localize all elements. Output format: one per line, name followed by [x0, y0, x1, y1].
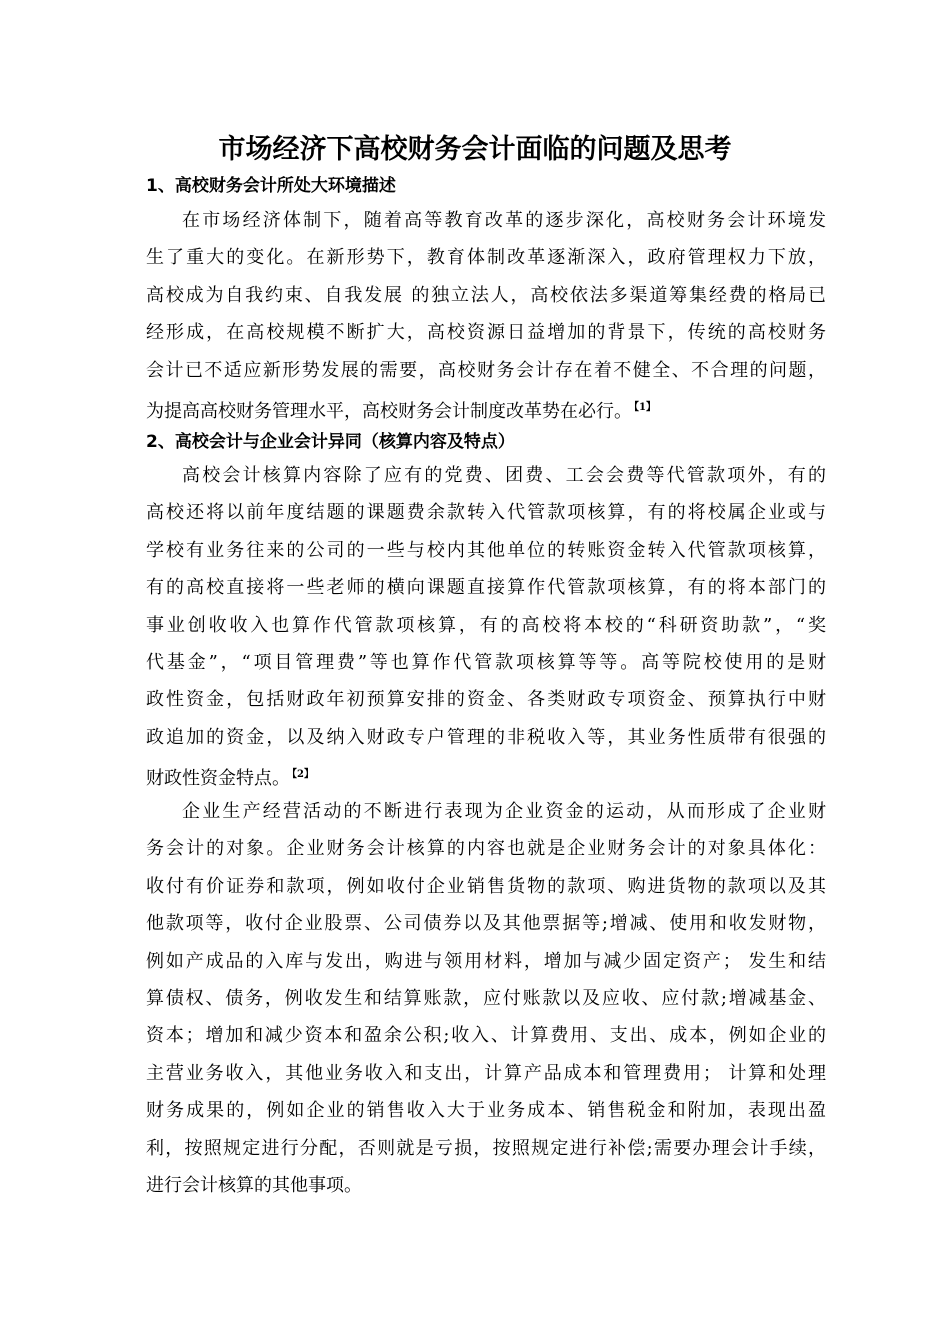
paragraph-line [146, 1023, 826, 1049]
paragraph-line [146, 986, 826, 1012]
section-heading: 1、高校财务会计所处大环境描述 [146, 176, 396, 196]
paragraph-line [146, 1136, 826, 1162]
line-text: 学校有业务往来的公司的一些与校内其他单位的转账资金转入代管款项核算， [146, 540, 826, 561]
line-text: 财务成果的，例如企业的销售收入大于业务成本、销售税金和附加，表现出盈 [146, 1100, 826, 1121]
document-title: 市场经济下高校财务会计面临的问题及思考 [218, 134, 732, 165]
paragraph-line [182, 463, 826, 489]
paragraph-line [146, 320, 826, 346]
line-text: 例如产成品的入库与发出，购进与领用材料，增加与减少固定资产； 发生和结 [146, 951, 826, 972]
paragraph-line [146, 283, 826, 309]
paragraph-line [146, 725, 826, 751]
section-heading: 2、高校会计与企业会计异同（核算内容及特点） [146, 432, 515, 452]
line-text: 政性资金，包括财政年初预算安排的资金、各类财政专项资金、预算执行中财 [146, 689, 826, 710]
paragraph-line [146, 949, 826, 975]
paragraph-line [146, 650, 826, 676]
paragraph-line [146, 911, 826, 937]
line-text: 企业生产经营活动的不断进行表现为企业资金的运动，从而形成了企业财 [182, 801, 826, 822]
paragraph-line [146, 836, 826, 862]
line-text: 事业创收收入也算作代管款项核算，有的高校将本校的“科研资助款”，“奖 [146, 615, 826, 636]
paragraph-line [182, 799, 826, 825]
paragraph-line [146, 1098, 826, 1124]
paragraph-line [146, 762, 826, 792]
line-text: 政追加的资金，以及纳入财政专户管理的非税收入等，其业务性质带有很强的 [146, 727, 826, 748]
paragraph-line [146, 245, 826, 271]
line-text: 主营业务收入，其他业务收入和支出，计算产品成本和管理费用； 计算和处理 [146, 1063, 826, 1084]
line-text: 生了重大的变化。在新形势下，教育体制改革逐渐深入，政府管理权力下放， [146, 247, 826, 268]
line-text: 经形成，在高校规模不断扩大，高校资源日益增加的背景下，传统的高校财务 [146, 322, 826, 343]
paragraph-line [182, 208, 826, 234]
paragraph-line [146, 687, 826, 713]
line-text: 算债权、债务，例收发生和结算账款，应付账款以及应收、应付款;增减基金、 [146, 988, 826, 1009]
paragraph-line [146, 1173, 826, 1199]
paragraph-line [146, 874, 826, 900]
line-text: 收付有价证券和款项，例如收付企业销售货物的款项、购进货物的款项以及其 [146, 876, 826, 897]
paragraph-line [146, 395, 826, 425]
line-text: 会计已不适应新形势发展的需要，高校财务会计存在着不健全、不合理的问题， [146, 360, 826, 381]
line-text: 进行会计核算的其他事项。 [146, 1175, 362, 1196]
line-text: 资本；增加和减少资本和盈余公积;收入、计算费用、支出、成本，例如企业的 [146, 1025, 826, 1046]
line-text: 高校还将以前年度结题的课题费余款转入代管款项核算，有的将校属企业或与 [146, 502, 826, 523]
paragraph-line [146, 1061, 826, 1087]
citation-ref: 【1】 [634, 402, 656, 413]
paragraph-line [146, 500, 826, 526]
citation-ref: 【2】 [292, 769, 314, 780]
line-text: 为提高高校财务管理水平，高校财务会计制度改革势在必行。 [146, 401, 632, 422]
line-text: 务会计的对象。企业财务会计核算的内容也就是企业财务会计的对象具体化： [146, 838, 826, 859]
line-text: 有的高校直接将一些老师的横向课题直接算作代管款项核算，有的将本部门的 [146, 577, 826, 598]
line-text: 他款项等，收付企业股票、公司债券以及其他票据等;增减、使用和收发财物， [146, 913, 826, 934]
paragraph-line [146, 538, 826, 564]
line-text: 利，按照规定进行分配，否则就是亏损，按照规定进行补偿;需要办理会计手续， [146, 1138, 826, 1159]
paragraph-line [146, 613, 826, 639]
line-text: 在市场经济体制下，随着高等教育改革的逐步深化，高校财务会计环境发 [182, 210, 826, 231]
paragraph-line [146, 575, 826, 601]
line-text: 高校会计核算内容除了应有的党费、团费、工会会费等代管款项外，有的 [182, 465, 826, 486]
line-text: 高校成为自我约束、自我发展 的独立法人，高校依法多渠道筹集经费的格局已 [146, 285, 826, 306]
line-text: 代基金”，“项目管理费”等也算作代管款项核算等等。高等院校使用的是财 [146, 652, 826, 673]
line-text: 财政性资金特点。 [146, 768, 290, 789]
paragraph-line [146, 358, 826, 384]
